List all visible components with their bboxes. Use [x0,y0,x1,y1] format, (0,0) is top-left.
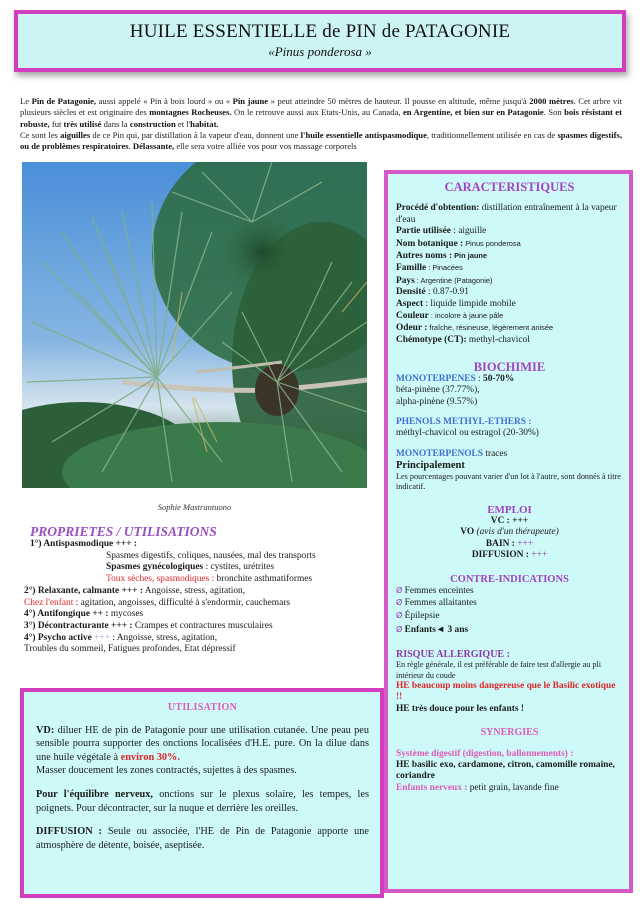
text: 50-70% [483,373,515,384]
text: et l' [175,118,191,129]
ci-item [396,624,623,636]
biochem-line: alpha-pinène (9.57%) [396,396,478,407]
text: Délassante, [132,141,175,152]
text: elle sera votre alliée vos pour vos massage corporels [174,141,357,152]
text: onctions sur le plexus solaire, les tempes, les poignets. Pour décontracter, sur la nuque et derrière les oreilles. [36,788,369,814]
carac-item [396,335,623,346]
text: Pays [396,275,415,286]
text: BAIN : [485,538,518,549]
text: : [475,373,483,384]
synergie-enfants [396,783,623,794]
monoterpenes-line [396,374,623,385]
utilisation-box [20,688,384,898]
emploi-bain [396,539,623,550]
text: : 0.87-0.91 [425,287,469,298]
text: Pin jaune [452,251,487,261]
text: : incolore à jaune pâle [428,311,504,321]
text: l'huile essentielle antispasmodique [300,129,427,140]
text: : aiguille [450,226,487,237]
caracteristiques-title: CARACTERISTIQUES [444,180,575,194]
emploi-diffusion [396,550,623,561]
text: petit grain, lavande fine [467,782,559,793]
text: bois résistant et robuste, [20,107,622,129]
text: : agitation, angoisses, difficulté à s'endormir, cauchemars [73,597,291,608]
text: Femmes allaitantes [404,598,477,609]
text: . Son [543,107,565,118]
text: Aspect [396,298,424,309]
prop-line [30,539,375,551]
page-subtitle: «Pinus ponderosa » [268,44,372,59]
text: dans la [101,118,130,129]
prop-line [24,633,375,645]
no-symbol-icon: Ø [396,598,403,608]
text: Ce sont les [20,129,61,140]
text: Enfants◄ 3 ans [404,625,469,636]
text: DIFFUSION : [471,550,532,561]
carac-item [396,299,623,310]
text: MONOTERPENES [396,373,476,384]
text: Pin jaune [232,96,269,106]
equilibre-paragraph [36,788,369,815]
ci-item [396,597,623,609]
text: distillation entraînement à la vapeur d'eau [396,203,617,225]
text: aussi appelé « Pin à bois lourd » ou « [96,96,233,106]
text: montagnes Rocheuses. [149,107,232,118]
vd-paragraph-2: Masser doucement les zones contractés, sujettes à des spasmes. [36,765,297,777]
text: : cystites, urétrites [203,562,274,573]
text: Pinus ponderosa [463,238,521,248]
text: MONOTERPENOLS [396,448,483,459]
text: spasmes digestifs, ou de problèmes respiratoires [20,129,622,152]
carac-item [396,310,623,322]
text: , traditionnellement utilisée en cas de [426,129,558,140]
text: Femmes enceintes [404,585,474,596]
text: Couleur [396,311,429,322]
prop-line [30,562,375,574]
text: VC : [490,515,513,526]
synergie-digestif-label: Système digestif (digestion, ballonnements) : [396,748,574,759]
carac-item [396,262,623,274]
text: Toux sèches, spasmodiques : [106,574,215,585]
text: fraîche, résineuse, légèrement anisée [427,323,554,333]
text: Nom botanique : [396,238,464,249]
biochimie-title: BIOCHIMIE [473,360,546,375]
prop-line [24,621,375,633]
photo-credit: Sophie Mastrantuono [157,502,232,512]
title-banner [14,10,626,72]
caracteristiques-box [384,170,633,893]
text: DIFFUSION : [36,826,102,838]
risque-title: RISQUE ALLERGIQUE : [396,648,510,660]
text: bronchite asthmatiformes [214,574,313,585]
text: construction [129,118,176,129]
text: +++ [512,515,529,526]
text: : Angoisse, stress, agitation, [110,632,218,643]
text: Famille [396,263,427,274]
risque-enfants: HE très douce pour les enfants ! [396,703,524,714]
ci-item [396,585,623,597]
pine-branch-photo [22,162,367,488]
text: VD: [36,724,55,736]
text: 1°) Antispasmodique +++ : [30,539,138,549]
no-symbol-icon: Ø [396,610,403,620]
text: Odeur : [396,323,428,334]
prop-line [24,598,375,610]
vd-paragraph [36,724,369,765]
text: Angoisse, stress, agitation, [142,585,246,596]
no-symbol-icon: Ø [396,625,403,635]
text: (avis d'un thérapeute) [474,527,559,538]
text: 2°) Relaxante, calmante +++ : [24,585,143,596]
text: Crampes et contractures musculaires [132,620,273,631]
prop-line: Spasmes digestifs, coliques, nausées, mal des transports [106,550,316,561]
proprietes-title: PROPRIETES / UTILISATIONS [30,524,217,539]
carac-item [396,322,623,334]
utilisation-title: UTILISATION [167,702,238,713]
carac-item [396,275,623,287]
emploi-vc [396,516,623,527]
synergies-title: SYNERGIES [480,727,539,739]
risque-text: En règle générale, il est préférable de faire test d'allergie au pli intérieur du coude [396,660,601,680]
text: fut [49,118,64,129]
text: aiguilles [60,129,91,140]
biochem-note: Les pourcentages pouvant varier d'un lot à l'autre, sont donnés à titre indicatif. [396,471,621,492]
intro-paragraph [20,96,622,152]
text: Spasmes gynécologiques [106,562,204,573]
text: . Cet arbre vit plusieurs siècles et est originaire des [20,96,622,118]
text: Seule ou associée, l'HE de Pin de Patagonie apporte une atmosphère de détente, boisée, aseptisée. [36,826,369,851]
biochem-line: méthyl-chavicol ou estragol (20-30%) [396,428,539,439]
carac-item [396,250,623,262]
carac-item [396,226,623,237]
prop-line [24,609,375,621]
carac-item [396,287,623,298]
text: On le retrouve aussi aux Etats-Unis, au Canada, [231,107,403,118]
text: mycoses [108,609,144,620]
text: diluer HE de pin de Patagonie pour une utilisation cutanée. Une peau peu sensible pourra supporter des onctions localisées d'H.E. pure. On la dilue dans une huile végétale à [36,724,369,763]
prop-line [30,574,375,586]
text: traces [483,448,508,459]
text: Chez l'enfant [24,597,74,608]
text: +++ [91,632,111,643]
text: VO [460,527,475,538]
text: 4°) Antifongique ++ : [24,609,109,620]
text: en Argentine, et bien sur en Patagonie [402,107,544,118]
text: methyl-chavicol [466,334,530,345]
text: Chémotype (CT): [396,334,467,345]
text: habitat. [190,118,219,129]
risque-warning: HE beaucoup moins dangereuse que le Basilic exotique !! [396,681,616,703]
monoterpenols-line [396,449,623,460]
text: 3°) Décontracturante +++ : [24,620,133,631]
text: +++ [531,550,548,561]
prop-line: Troubles du sommeil, Fatigues profondes, Etat dépressif [24,644,236,655]
text: Partie utilisée [396,226,451,237]
text: Le [20,96,32,106]
text: Épilepsie [404,610,440,621]
text: 2000 mètres [529,96,574,106]
page-title: HUILE ESSENTIELLE de PIN de PATAGONIE [129,21,511,42]
text: : liquide limpide mobile [423,298,516,309]
no-symbol-icon: Ø [396,585,403,595]
text: Densité [396,287,426,298]
diffusion-paragraph [36,825,369,852]
ci-item [396,610,623,622]
biochem-line: béta-pinène (37.77%), [396,385,480,396]
contre-indications-title: CONTRE-INDICATIONS [450,573,569,585]
prop-line [24,586,375,598]
text: Pour l'équilibre nerveux, [36,788,153,800]
text: très utilisé [63,118,102,129]
text: +++ [517,538,534,549]
text: Autres noms : [396,251,453,262]
carac-item [396,203,623,226]
text: Enfants nerveux : [396,782,468,793]
text: Pin de Patagonie, [31,96,97,106]
emploi-title: EMPLOI [487,503,532,516]
text: . [128,141,133,152]
emploi-vo [396,527,623,538]
phenols-label: PHENOLS METHYL-ETHERS : [396,416,532,427]
carac-item [396,238,623,250]
synergie-digestif-value: HE basilic exo, cardamone, citron, camomille romaine, coriandre [396,760,615,782]
text: : Argentine (Patagonie) [414,275,493,285]
proprietes-section [24,524,375,656]
text: environ 30%. [120,751,180,763]
principalement: Principalement [396,460,465,472]
text: Procédé d'obtention: [396,203,480,214]
text: » peut atteindre 50 mètres de hauteur. Il pousse en altitude, même jusqu'à [268,96,530,106]
text: : Pinacées [426,263,463,273]
text: de ce Pin qui, par distillation à la vapeur d'eau, donnent une [90,129,301,140]
text: 4°) Psycho active [24,632,92,643]
pine-branch-illustration [22,162,367,488]
